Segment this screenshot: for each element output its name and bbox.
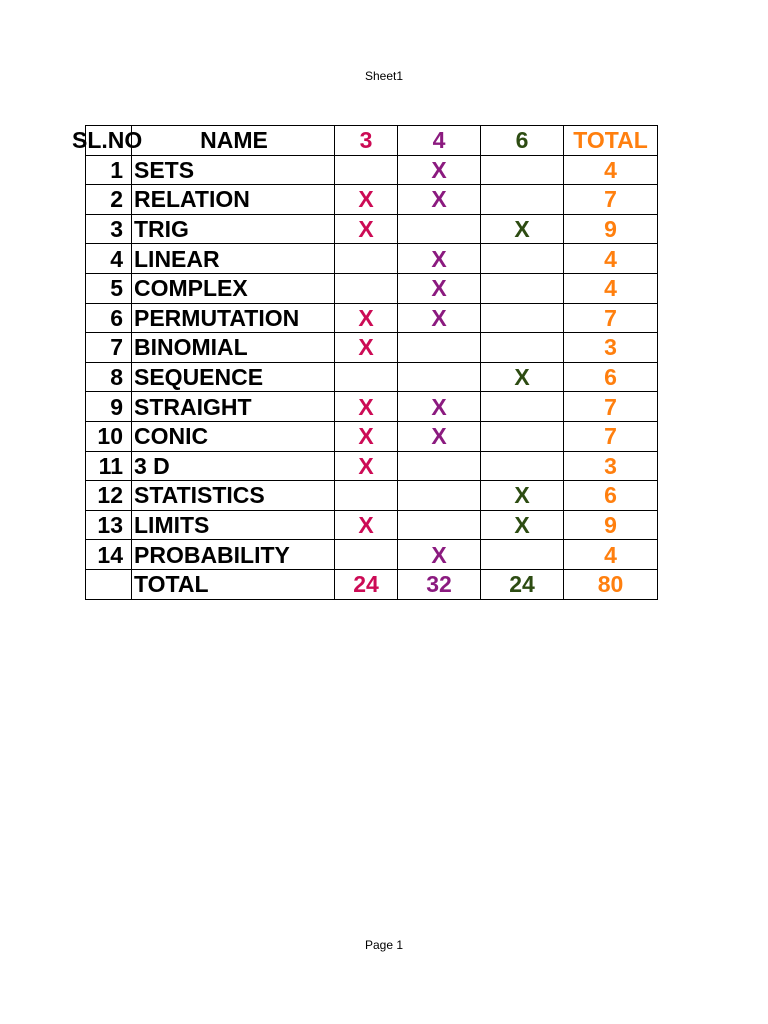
spreadsheet-table bbox=[72, 125, 658, 600]
cell-col-6 bbox=[481, 451, 564, 481]
cell-col-6 bbox=[481, 540, 564, 570]
cell-col-4 bbox=[398, 362, 481, 392]
cell-name: CONIC bbox=[132, 421, 335, 451]
cell-col-6 bbox=[481, 421, 564, 451]
cell-sl-no: 6 bbox=[86, 303, 132, 333]
cell-col-6 bbox=[481, 155, 564, 185]
table-row bbox=[86, 421, 658, 451]
cell-total: 9 bbox=[564, 510, 658, 540]
cell-sl-no: 9 bbox=[86, 392, 132, 422]
table-row bbox=[86, 214, 658, 244]
table-row bbox=[86, 303, 658, 333]
header-col-4: 4 bbox=[398, 126, 481, 156]
cell-total: 7 bbox=[564, 392, 658, 422]
cell-col-3: X bbox=[335, 510, 398, 540]
cell-total: 3 bbox=[564, 333, 658, 363]
cell-col-3: X bbox=[335, 333, 398, 363]
cell-sl-no bbox=[86, 569, 132, 599]
cell-col-6: 24 bbox=[481, 569, 564, 599]
cell-col-3: X bbox=[335, 451, 398, 481]
cell-name: LINEAR bbox=[132, 244, 335, 274]
cell-col-3: X bbox=[335, 392, 398, 422]
table-body bbox=[72, 126, 658, 600]
table-row bbox=[86, 451, 658, 481]
cell-col-4: X bbox=[398, 155, 481, 185]
cell-col-4 bbox=[398, 333, 481, 363]
cell-col-6 bbox=[481, 333, 564, 363]
cell-name: PERMUTATION bbox=[132, 303, 335, 333]
cell-sl-no: 13 bbox=[86, 510, 132, 540]
cell-sl-no: 10 bbox=[86, 421, 132, 451]
table-row bbox=[86, 392, 658, 422]
cell-col-4: X bbox=[398, 392, 481, 422]
cell-col-4: X bbox=[398, 185, 481, 215]
table-row bbox=[86, 155, 658, 185]
cell-sl-no: 2 bbox=[86, 185, 132, 215]
cell-name: STATISTICS bbox=[132, 481, 335, 511]
table-row bbox=[86, 540, 658, 570]
cell-col-3: 24 bbox=[335, 569, 398, 599]
cell-col-3 bbox=[335, 481, 398, 511]
cell-col-3 bbox=[335, 362, 398, 392]
cell-col-4: X bbox=[398, 303, 481, 333]
cell-col-4: X bbox=[398, 273, 481, 303]
header-total: TOTAL bbox=[564, 126, 658, 156]
page-footer: Page 1 bbox=[364, 938, 404, 952]
cell-col-4: X bbox=[398, 421, 481, 451]
cell-col-6 bbox=[481, 185, 564, 215]
cell-total: 7 bbox=[564, 303, 658, 333]
cell-col-3: X bbox=[335, 421, 398, 451]
cell-sl-no: 12 bbox=[86, 481, 132, 511]
header-row bbox=[86, 126, 658, 156]
table-row bbox=[86, 185, 658, 215]
cell-total: 4 bbox=[564, 155, 658, 185]
cell-col-3: X bbox=[335, 303, 398, 333]
cell-col-3 bbox=[335, 244, 398, 274]
cell-col-4: X bbox=[398, 244, 481, 274]
table-row bbox=[86, 333, 658, 363]
cell-col-6 bbox=[481, 244, 564, 274]
cell-col-4 bbox=[398, 481, 481, 511]
cell-name: PROBABILITY bbox=[132, 540, 335, 570]
cell-name: 3 D bbox=[132, 451, 335, 481]
cell-name: TOTAL bbox=[132, 569, 335, 599]
header-sl-no: SL.NO bbox=[72, 127, 143, 154]
cell-col-4: X bbox=[398, 540, 481, 570]
cell-col-6: X bbox=[481, 481, 564, 511]
cell-sl-no: 1 bbox=[86, 155, 132, 185]
cell-sl-no: 7 bbox=[86, 333, 132, 363]
cell-total: 80 bbox=[564, 569, 658, 599]
cell-col-3 bbox=[335, 155, 398, 185]
cell-name: LIMITS bbox=[132, 510, 335, 540]
cell-sl-no: 5 bbox=[86, 273, 132, 303]
cell-name: SETS bbox=[132, 155, 335, 185]
cell-name: TRIG bbox=[132, 214, 335, 244]
cell-total: 4 bbox=[564, 244, 658, 274]
cell-col-6: X bbox=[481, 362, 564, 392]
total-row bbox=[86, 569, 658, 599]
table-row bbox=[86, 510, 658, 540]
cell-col-4 bbox=[398, 451, 481, 481]
header-name: NAME bbox=[132, 126, 335, 156]
cell-col-6: X bbox=[481, 510, 564, 540]
cell-col-3: X bbox=[335, 185, 398, 215]
cell-col-4: 32 bbox=[398, 569, 481, 599]
cell-col-6 bbox=[481, 303, 564, 333]
cell-total: 7 bbox=[564, 421, 658, 451]
cell-col-3 bbox=[335, 540, 398, 570]
cell-name: STRAIGHT bbox=[132, 392, 335, 422]
cell-col-3: X bbox=[335, 214, 398, 244]
cell-total: 4 bbox=[564, 540, 658, 570]
cell-name: BINOMIAL bbox=[132, 333, 335, 363]
cell-name: SEQUENCE bbox=[132, 362, 335, 392]
cell-total: 4 bbox=[564, 273, 658, 303]
cell-total: 3 bbox=[564, 451, 658, 481]
table-row bbox=[86, 362, 658, 392]
header-col-3: 3 bbox=[335, 126, 398, 156]
table-row bbox=[86, 273, 658, 303]
cell-sl-no: 11 bbox=[86, 451, 132, 481]
cell-name: RELATION bbox=[132, 185, 335, 215]
cell-total: 6 bbox=[564, 481, 658, 511]
table-row bbox=[86, 481, 658, 511]
header-col-6: 6 bbox=[481, 126, 564, 156]
cell-col-6 bbox=[481, 273, 564, 303]
cell-total: 6 bbox=[564, 362, 658, 392]
page-header: Sheet1 bbox=[364, 69, 404, 83]
table-row bbox=[86, 244, 658, 274]
cell-col-4 bbox=[398, 510, 481, 540]
cell-sl-no: 4 bbox=[86, 244, 132, 274]
cell-col-6: X bbox=[481, 214, 564, 244]
cell-total: 7 bbox=[564, 185, 658, 215]
cell-col-4 bbox=[398, 214, 481, 244]
cell-col-6 bbox=[481, 392, 564, 422]
cell-col-3 bbox=[335, 273, 398, 303]
cell-total: 9 bbox=[564, 214, 658, 244]
cell-sl-no: 3 bbox=[86, 214, 132, 244]
cell-sl-no: 8 bbox=[86, 362, 132, 392]
cell-name: COMPLEX bbox=[132, 273, 335, 303]
cell-sl-no: 14 bbox=[86, 540, 132, 570]
